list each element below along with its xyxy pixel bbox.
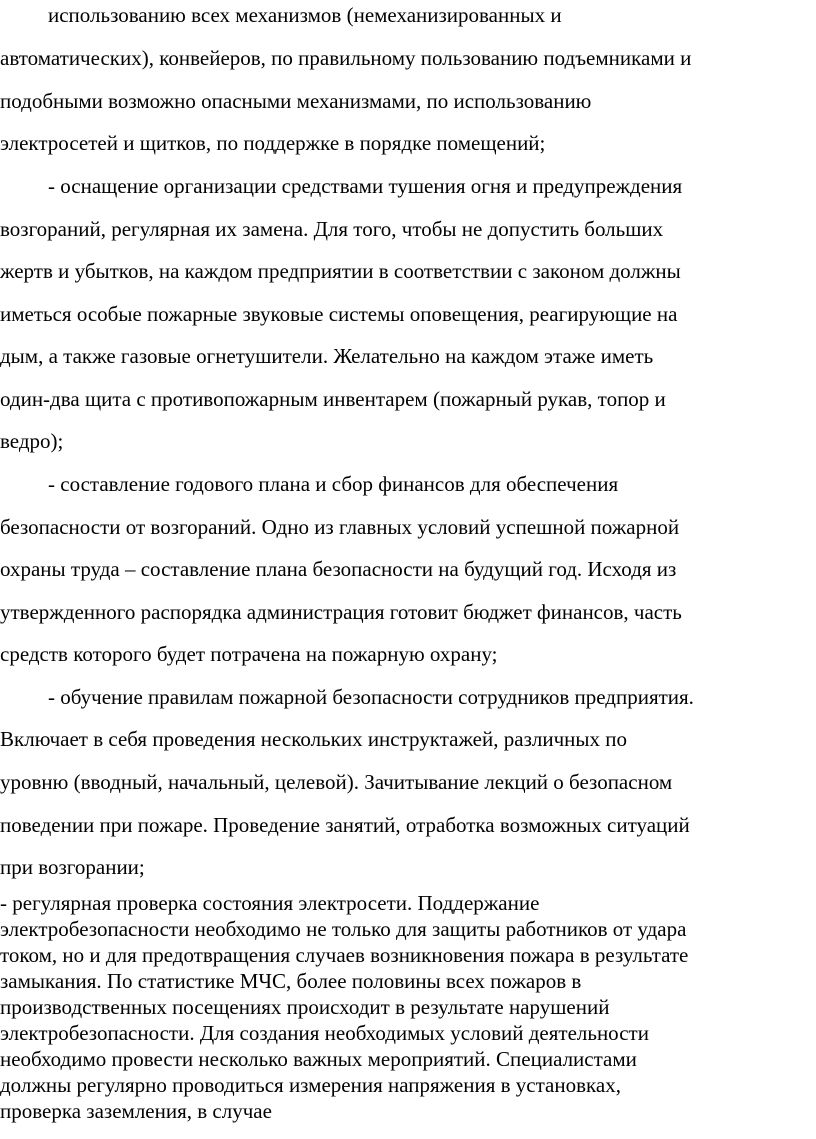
text-line: при возгорании; [0, 855, 145, 879]
text-line: средств которого будет потрачена на пожарную охрану; [0, 642, 498, 666]
text-line: ведро); [0, 429, 64, 453]
text-line: электробезопасности необходимо не только для защиты работников от удара [0, 917, 687, 941]
text-line: электросетей и щитков, по поддержке в порядке помещений; [0, 131, 546, 155]
text-line: - составление годового плана и сбор финансов для обеспечения [48, 472, 619, 496]
text-line: утвержденного распорядка администрация готовит бюджет финансов, часть [0, 600, 682, 624]
text-line: Включает в себя проведения нескольких инструктажей, различных по [0, 727, 627, 751]
text-line: иметься особые пожарные звуковые системы оповещения, реагирующие на [0, 302, 678, 326]
text-line: должны регулярно проводиться измерения напряжения в установках, [0, 1073, 621, 1097]
text-line: необходимо провести несколько важных мероприятий. Специалистами [0, 1047, 637, 1071]
text-line: уровню (вводный, начальный, целевой). Зачитывание лекций о безопасном [0, 770, 673, 794]
text-line: поведении при пожаре. Проведение занятий, отработка возможных ситуаций [0, 813, 690, 837]
text-line: автоматических), конвейеров, по правильному пользованию подъемниками и [0, 46, 692, 70]
text-line: подобными возможно опасными механизмами, по использованию [0, 89, 592, 113]
text-line: - регулярная проверка состояния электросети. Поддержание [0, 891, 540, 915]
text-line: производственных посещениях происходит в результате нарушений [0, 995, 610, 1019]
text-line: один-два щита с противопожарным инвентарем (пожарный рукав, топор и [0, 387, 666, 411]
text-line: возгораний, регулярная их замена. Для того, чтобы не допустить больших [0, 217, 664, 241]
text-line: замыкания. По статистике МЧС, более половины всех пожаров в [0, 969, 582, 993]
text-line: дым, а также газовые огнетушители. Желательно на каждом этаже иметь [0, 344, 654, 368]
text-line: использованию всех механизмов (немеханизированных и [48, 3, 562, 27]
text-line: безопасности от возгораний. Одно из главных условий успешной пожарной [0, 515, 680, 539]
text-line: - оснащение организации средствами тушения огня и предупреждения [48, 174, 683, 198]
text-line: электробезопасности. Для создания необходимых условий деятельности [0, 1021, 649, 1045]
text-line: жертв и убытков, на каждом предприятии в соответствии с законом должны [0, 259, 681, 283]
text-line: охраны труда – составление плана безопасности на будущий год. Исходя из [0, 557, 677, 581]
text-line: - обучение правилам пожарной безопасности сотрудников предприятия. [48, 685, 694, 709]
text-line: током, но и для предотвращения случаев возникновения пожара в результате [0, 943, 689, 967]
text-line: проверка заземления, в случае [0, 1099, 272, 1123]
